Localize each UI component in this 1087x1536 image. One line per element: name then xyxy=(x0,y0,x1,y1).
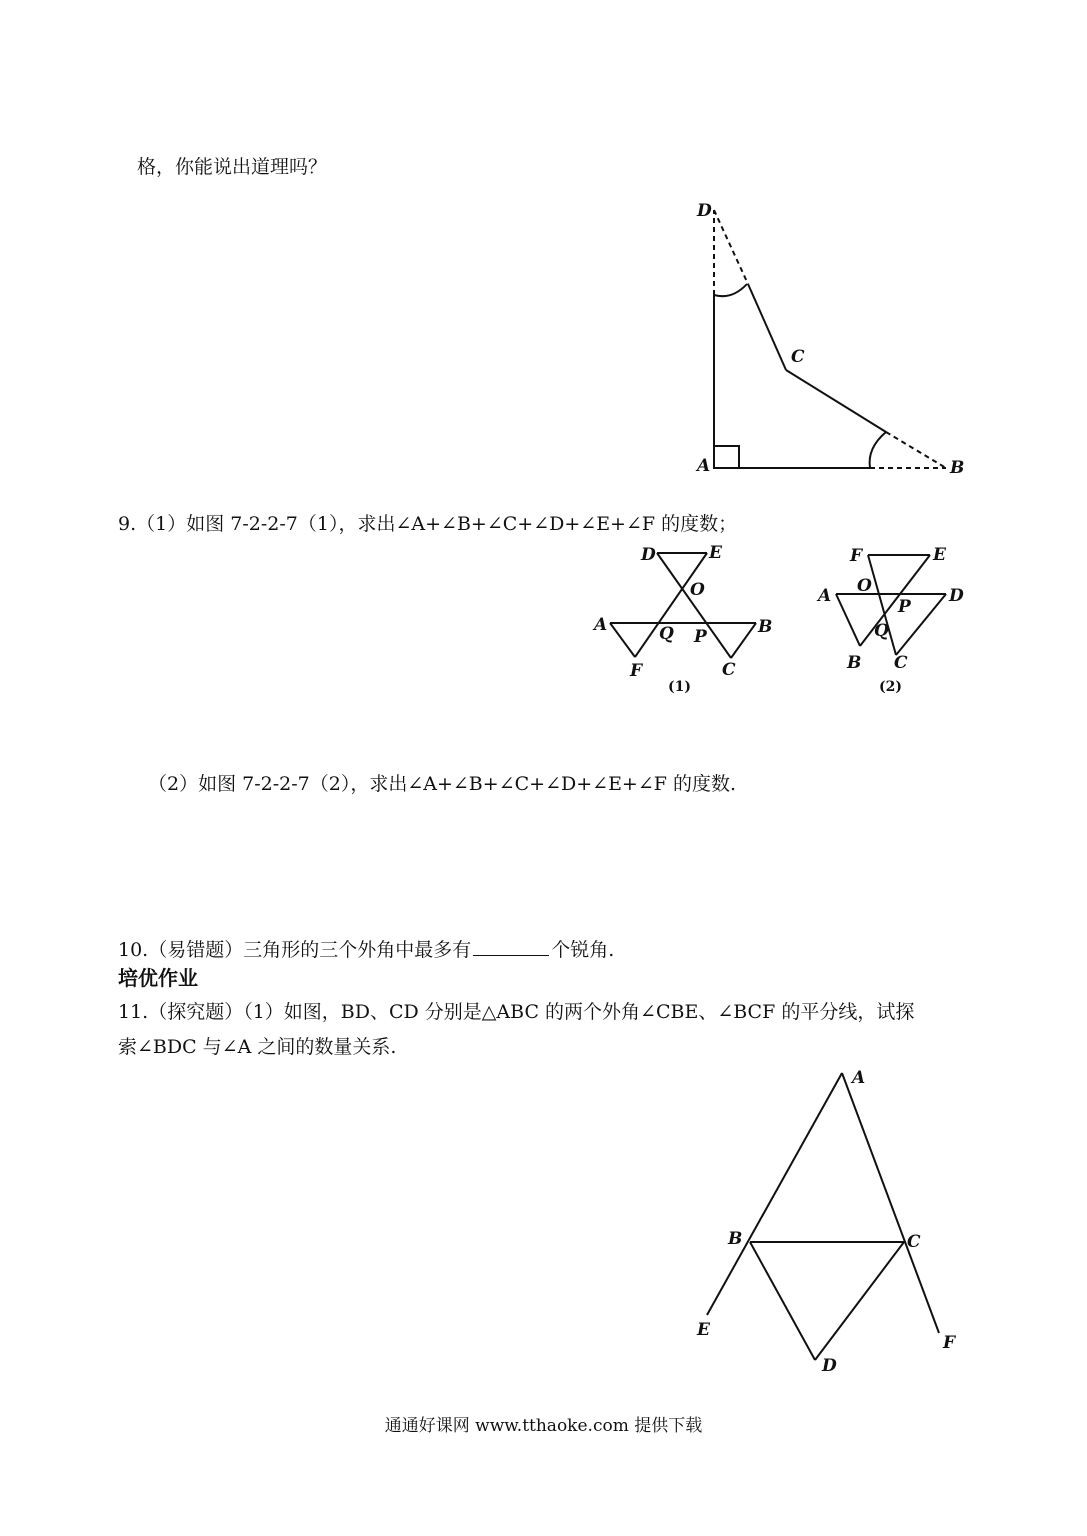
fig92-label-d: D xyxy=(949,586,964,606)
fig8-label-d: D xyxy=(697,201,712,221)
question-11-line-1: 11.（探究题）（1）如图，BD、CD 分别是△ABC 的两个外角∠CBE、∠BCF 的平分线，试探 xyxy=(118,1001,915,1023)
question-11-line-2: 索∠BDC 与∠A 之间的数量关系. xyxy=(118,1036,397,1058)
fig8-arc-bottom xyxy=(870,432,886,468)
fig91-segment-af xyxy=(610,623,635,657)
fig91-label-d: D xyxy=(641,545,656,565)
fig92-segment-ab xyxy=(836,594,860,646)
fig11-segment-cd xyxy=(815,1242,904,1360)
question-9-part-1: 9.（1）如图 7-2-2-7（1），求出∠A+∠B+∠C+∠D+∠E+∠F 的度数； xyxy=(118,513,738,535)
fig11-label-b: B xyxy=(728,1229,743,1249)
fig92-label-e: E xyxy=(933,545,946,565)
figure-q9-1 xyxy=(610,553,756,658)
fig8-line-lower-slant xyxy=(786,370,886,432)
fig8-label-a: A xyxy=(697,456,711,476)
fig92-label-p: P xyxy=(898,597,911,617)
fig92-label-a: A xyxy=(818,586,832,606)
fig91-label-b: B xyxy=(758,617,773,637)
fig8-label-b: B xyxy=(950,458,965,478)
fig92-caption: (2) xyxy=(879,679,902,695)
figure-q9-2-labels xyxy=(816,545,964,695)
fig91-label-o: O xyxy=(690,580,705,600)
fig8-arc-top xyxy=(714,284,747,296)
fig92-label-o: O xyxy=(857,576,872,596)
figure-q9-1-labels xyxy=(592,543,772,695)
fig8-dashed-DC xyxy=(714,210,748,284)
fig91-label-p: P xyxy=(694,627,707,647)
fig92-label-b: B xyxy=(847,653,862,673)
fig91-segment-bc xyxy=(731,623,756,658)
fig11-label-d: D xyxy=(822,1356,837,1376)
question-8-tail: 格，你能说出道理吗？ xyxy=(137,156,328,178)
fig92-label-c: C xyxy=(894,653,908,673)
fig11-label-f: F xyxy=(943,1333,956,1353)
fig8-label-c: C xyxy=(791,347,805,367)
fig11-label-e: E xyxy=(697,1320,710,1340)
figure-q11-labels xyxy=(696,1068,957,1376)
figure-q11 xyxy=(707,1073,939,1360)
fig91-label-e: E xyxy=(709,543,722,563)
fig8-dashed-CB xyxy=(886,432,946,468)
fig91-label-q: Q xyxy=(659,624,674,644)
fig91-label-c: C xyxy=(722,660,736,680)
fig11-line-af xyxy=(842,1073,939,1333)
figure-q8-labels xyxy=(695,201,964,478)
fig11-label-a: A xyxy=(852,1068,866,1088)
section-title: 培优作业 xyxy=(118,966,198,990)
fig92-label-f: F xyxy=(850,546,863,566)
fig11-segment-bd xyxy=(750,1242,815,1360)
fig91-label-f: F xyxy=(630,661,643,681)
fig91-caption: (1) xyxy=(668,679,691,695)
fig92-segment-eb xyxy=(860,555,930,646)
question-9-part-2: （2）如图 7-2-2-7（2），求出∠A+∠B+∠C+∠D+∠E+∠F 的度数. xyxy=(148,773,737,795)
fig8-right-angle-mark xyxy=(714,446,739,468)
question-10-text-before: 10.（易错题）三角形的三个外角中最多有 xyxy=(118,939,472,961)
fig11-label-c: C xyxy=(907,1232,921,1252)
question-10-text-after: 个锐角. xyxy=(551,939,615,961)
fig92-label-q: Q xyxy=(874,621,889,641)
figure-q9-2 xyxy=(836,555,946,655)
fig8-line-upper-slant xyxy=(748,284,786,370)
figure-q8 xyxy=(714,210,946,468)
fig91-label-a: A xyxy=(594,615,608,635)
fig11-line-ae xyxy=(707,1073,842,1315)
footer: 通通好课网 www.tthaoke.com 提供下载 xyxy=(384,1416,703,1436)
